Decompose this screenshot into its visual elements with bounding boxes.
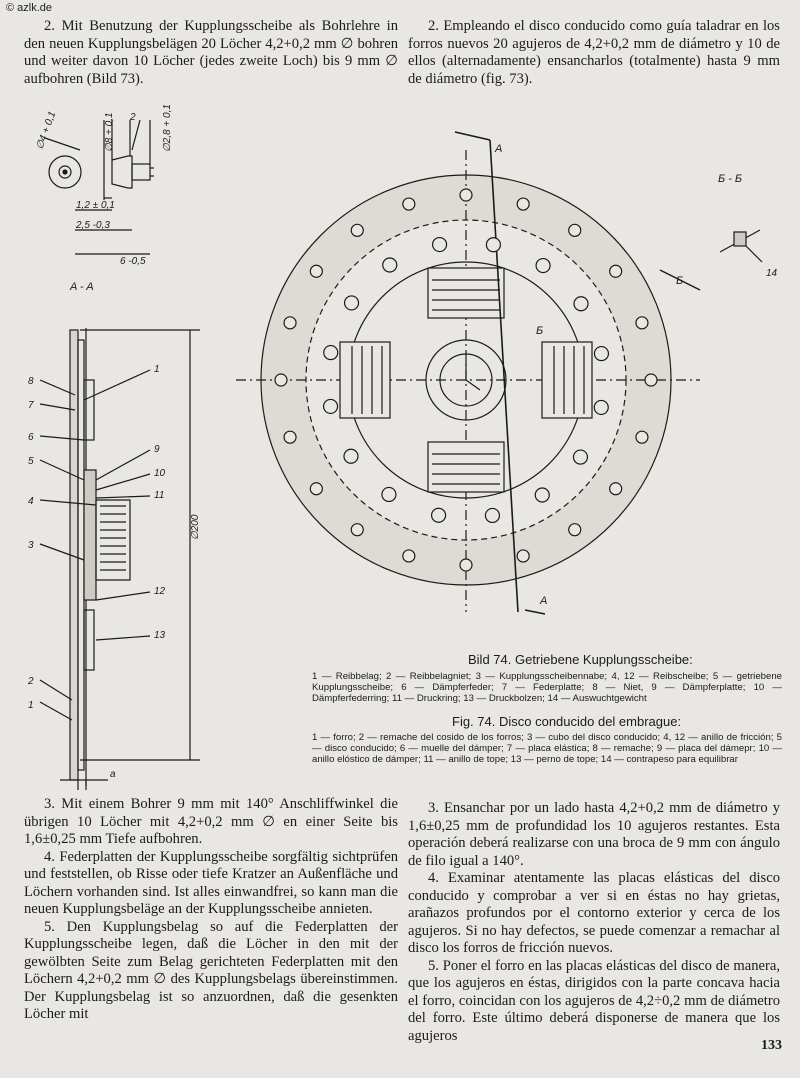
spring-plate-rivet: [573, 450, 587, 464]
figure-legend-de: 1 — Reibbelag; 2 — Reibbelagniet; 3 — Kupplungsscheibennabe; 4, 12 — Reibscheibe; 5 — getriebene Kupplungsscheibe; 6 — Dämpferfeder; 7 — Federplatte; 8 — Niet, 9 — Dämpferplatte; 10 — Dämpferfederring; 11 — Druckring; 13 — Druckbolzen; 14 — Auswuchtgewicht: [312, 671, 782, 704]
rivet-hole: [645, 374, 657, 386]
rivet-hole: [284, 431, 296, 443]
figure-caption-es: Fig. 74. Disco conducido del embrague:: [452, 714, 682, 729]
callout-10: 10: [154, 468, 166, 479]
spring-plate-rivet: [383, 258, 397, 272]
paragraph: 4. Federplatten der Kupplungsscheibe sorgfältig sichtprüfen und feststellen, ob Risse oder tiefe Kratzer an Außenfläche und Löchern vorhanden sind. Ist alles einwandfrei, so kann man die neuen Kupplungsbeläge an der Kupplungsscheibe annieten.: [24, 848, 398, 917]
figure-caption-de: Bild 74. Getriebene Kupplungsscheibe:: [468, 652, 693, 667]
paragraph: 5. Poner el forro en las placas elásticas del disco de manera, que los agujeros en éstas, dirigidos con la parte concava hacia el forro, coincidan con los agujeros de 4,2÷0,2 mm de diámetro del forro. Este último deberá disponerse de manera que los agujeros: [408, 957, 780, 1044]
rivet-hole: [460, 189, 472, 201]
section-bb-label: Б - Б: [718, 173, 743, 185]
callout-2-detail: 2: [130, 112, 136, 123]
callout-13: 13: [154, 630, 166, 641]
rivet-hole: [351, 524, 363, 536]
rivet-hole: [403, 198, 415, 210]
rivet-hole: [569, 524, 581, 536]
section-aa-drawing: [40, 328, 200, 790]
callout-11: 11: [154, 490, 165, 501]
text-column-left-bottom: [24, 796, 398, 1024]
rivet-hole: [610, 265, 622, 277]
spring-plate-rivet: [574, 297, 588, 311]
page-number: 133: [761, 1038, 782, 1053]
dimension-d200: ∅200: [190, 514, 201, 540]
rivet-hole: [310, 265, 322, 277]
rivet-hole: [517, 550, 529, 562]
rivet-hole: [517, 198, 529, 210]
dimension-d4: ∅4 + 0,1: [34, 110, 59, 152]
rivet-hole: [569, 224, 581, 236]
spring-plate-rivet: [486, 238, 500, 252]
spring-plate-rivet: [594, 400, 608, 414]
callout-9: 9: [154, 444, 160, 455]
paragraph: 2. Mit Benutzung der Kupplungsscheibe als Bohrlehre in den neuen Kupplungsbelägen 20 Löcher 4,2+0,2 mm ∅ bohren und weiter davon 10 Löcher (jedes zweite Loch) bis 9 mm ∅ aufbohren (Bild 73).: [24, 18, 398, 87]
paragraph: 4. Examinar atentamente las placas elásticas del disco conducido y comprobar a ver si en éstas no hay grietas, arañazos profundos por el contorno exterior y cerca de los agujeros. Si no hay defectos, se puede comenzar a remachar al disco los forros de fricción nuevos.: [408, 870, 780, 956]
text-column-right-bottom: [408, 800, 780, 1045]
section-marker-a-top: A: [495, 143, 503, 155]
paragraph: 2. Empleando el disco conducido como guía taladrar en los forros nuevos 20 agujeros de 4,2+0,2 mm de diámetro y 10 de ellos (alternadamente) ensancharlos (totalmente) hasta 9 mm de diámetro (fig. 73).: [408, 18, 780, 87]
rivet-hole: [460, 559, 472, 571]
callout-6: 6: [28, 432, 34, 443]
callout-3: 3: [28, 540, 34, 551]
spring-plate-rivet: [485, 508, 499, 522]
callout-8: 8: [28, 376, 34, 387]
spring-plate-rivet: [433, 238, 447, 252]
rivet-hole: [636, 431, 648, 443]
dimension-6: 6 -0,5: [120, 256, 146, 267]
dimension-25: 2,5 -0,3: [76, 220, 110, 231]
callout-2: 2: [28, 676, 34, 687]
section-marker-b-inner: Б: [536, 325, 544, 337]
spring-plate-rivet: [344, 449, 358, 463]
rivet-hole: [403, 550, 415, 562]
section-marker-b-outer: Б: [676, 275, 684, 287]
rivet-detail-drawing: [45, 120, 154, 254]
rivet-hole: [275, 374, 287, 386]
spring-plate-rivet: [536, 259, 550, 273]
spring-plate-rivet: [345, 296, 359, 310]
spring-plate-rivet: [324, 346, 338, 360]
spring-plate-rivet: [382, 487, 396, 501]
dimension-a: a: [110, 769, 116, 780]
spring-plate-rivet: [535, 488, 549, 502]
paragraph: 3. Mit einem Bohrer 9 mm mit 140° Anschliffwinkel die übrigen 10 Löcher mit 4,2+0,2 mm ∅ en einer Seite bis 1,6±0,25 mm Tiefe aufbohren.: [24, 796, 398, 847]
spring-plate-rivet: [324, 399, 338, 413]
section-marker-a-bottom: A: [540, 595, 548, 607]
dimension-d28: ∅2,8 + 0,1: [162, 104, 173, 152]
rivet-hole: [310, 483, 322, 495]
rivet-hole: [610, 483, 622, 495]
section-aa-label: A - A: [70, 281, 94, 293]
disc-front-view: [236, 132, 700, 614]
callout-1: 1: [154, 364, 160, 375]
callout-5: 5: [28, 456, 34, 467]
paragraph: 5. Den Kupplungsbelag so auf die Federplatten der Kupplungsscheibe legen, daß die Löcher in den mit der gewölbten Seite zum Belag gerichteten Federplatten mit den Löchern 4,2+0,2 mm ∅ des Kupplungsbelags übereinstimmen. Der Kupplungsbelag ist so anzuordnen, daß die gesenkten Löcher mit: [24, 918, 398, 1022]
figure-legend-es: 1 — forro; 2 — remache del cosido de los forros; 3 — cubo del disco conducido; 4, 12 — anillo de fricción; 5 — disco conducido; 6 — muelle del dámper; 7 — placa elástica; 8 — remache; 9 — placa del dámepr; 10 — anillo elóstico de dámper; 11 — anillo de tope; 13 — perno de tope; 14 — contrapeso para equilibrar: [312, 732, 782, 765]
callout-4: 4: [28, 496, 34, 507]
spring-plate-rivet: [594, 347, 608, 361]
callout-1a: 1: [28, 700, 34, 711]
dimension-12: 1,2 ± 0,1: [76, 200, 115, 211]
spring-plate-rivet: [432, 508, 446, 522]
rivet-hole: [284, 317, 296, 329]
section-bb-drawing: [720, 230, 762, 262]
callout-12: 12: [154, 586, 166, 597]
paragraph: 3. Ensanchar por un lado hasta 4,2+0,2 mm de diámetro y 1,6±0,25 mm de profundidad los 10 agujeros restantes. Esta operación deberá realizarse con una broca de 9 mm con ángulo de filo igual a 140°.: [408, 800, 780, 869]
dimension-d8: ∅8 + 0,1: [104, 112, 115, 152]
callout-7: 7: [28, 400, 34, 411]
watermark: © azlk.de: [6, 2, 53, 14]
rivet-hole: [351, 224, 363, 236]
rivet-hole: [636, 317, 648, 329]
callout-14: 14: [766, 268, 778, 279]
